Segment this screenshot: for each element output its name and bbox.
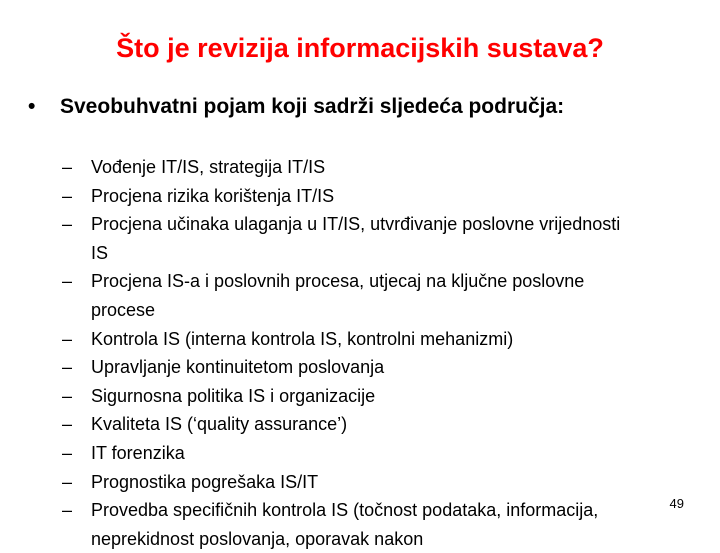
list-item [62, 496, 642, 553]
list-item [62, 210, 642, 267]
list-item-text: Kvaliteta IS (‘quality assurance’) [91, 414, 348, 435]
dash-marker: – [62, 414, 73, 435]
list-item-text: Prognostika pogrešaka IS/IT [91, 471, 319, 492]
list-item [62, 439, 642, 468]
list-item [62, 353, 642, 382]
list-item-text: Procjena IS-a i poslovnih procesa, utjecaj na ključne poslovne procese [91, 271, 585, 320]
dash-marker: – [62, 471, 73, 492]
dash-marker: – [62, 357, 73, 378]
dash-marker: – [62, 157, 73, 177]
list-item-text: Procjena učinaka ulaganja u IT/IS, utvrđivanje poslovne vrijednosti IS [91, 214, 621, 263]
list-item [62, 267, 642, 324]
slide-title: Što je revizija informacijskih sustava? [116, 33, 604, 63]
list-item [62, 382, 642, 411]
dash-marker: – [62, 214, 73, 235]
main-bullet-text: Sveobuhvatni pojam koji sadrži sljedeća područja: [60, 95, 565, 118]
dash-marker: – [62, 185, 73, 206]
list-item [62, 325, 642, 354]
dash-marker: – [62, 271, 73, 292]
list-item-text: Kontrola IS (interna kontrola IS, kontrolni mehanizmi) [91, 328, 514, 349]
list-item [62, 182, 642, 211]
list-item-text: Upravljanje kontinuitetom poslovanja [91, 357, 385, 378]
list-item-text: Procjena rizika korištenja IT/IS [91, 185, 335, 206]
sub-item-list [62, 153, 642, 553]
list-item-text: Vođenje IT/IS, strategija IT/IS [91, 157, 326, 177]
bullet-marker: • [28, 95, 36, 118]
dash-marker: – [62, 385, 73, 406]
list-item [62, 410, 642, 439]
dash-marker: – [62, 500, 73, 521]
list-item-text: IT forenzika [91, 442, 185, 463]
page-number: 49 [669, 496, 684, 511]
list-item-text: Sigurnosna politika IS i organizacije [91, 385, 376, 406]
main-bullet [28, 93, 628, 120]
dash-marker: – [62, 442, 73, 463]
dash-marker: – [62, 328, 73, 349]
list-item [62, 153, 642, 182]
list-item-text: Provedba specifičnih kontrola IS (točnost podataka, informacija, neprekidnost poslovanja, oporavak nakon [91, 500, 599, 549]
list-item [62, 468, 642, 497]
